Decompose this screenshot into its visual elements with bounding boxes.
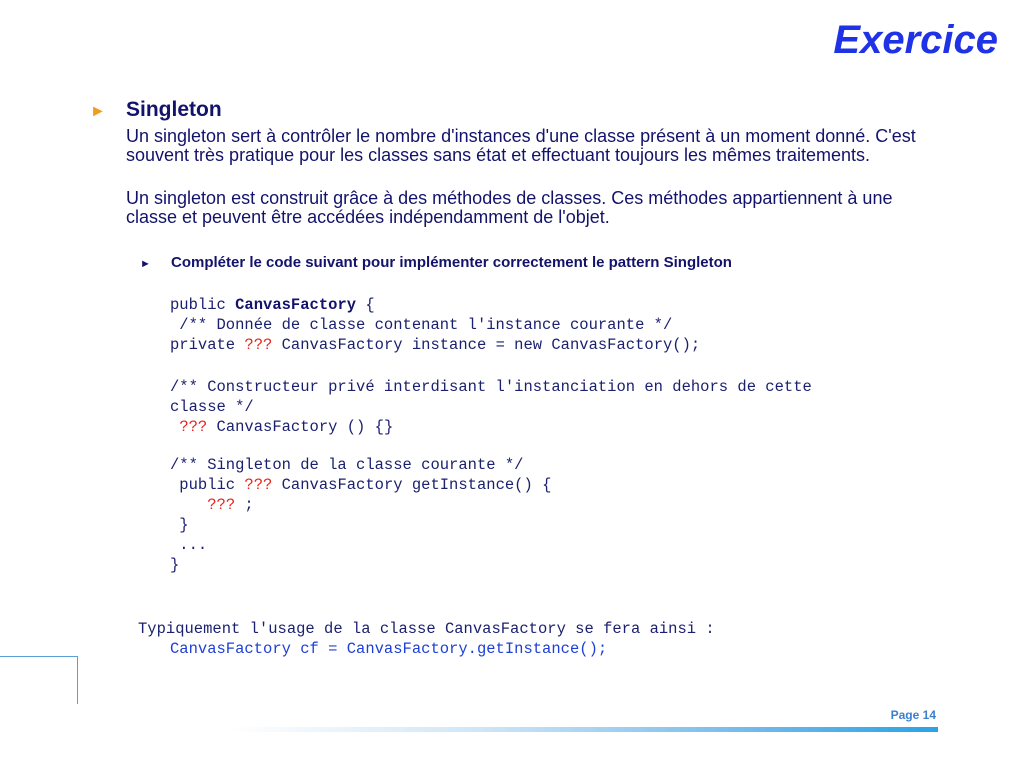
- code-block-3: [170, 455, 551, 575]
- page-number: Page 14: [890, 708, 936, 722]
- code-block-2: [170, 377, 812, 437]
- corner-decoration-horizontal: [0, 656, 78, 657]
- code-line-6-space: [170, 418, 179, 436]
- code-line-3-a: private: [170, 336, 245, 354]
- corner-decoration-vertical: [77, 656, 78, 704]
- code-line-10: }: [170, 516, 189, 534]
- code-line-12: }: [170, 556, 180, 574]
- code-line-8-b: CanvasFactory getInstance() {: [272, 476, 552, 494]
- paragraph-2: Un singleton est construit grâce à des méthodes de classes. Ces méthodes appartiennent à une classe et peuvent être accédées indépendamment de l'objet.: [126, 188, 893, 227]
- code-line-1-keyword: public: [170, 296, 236, 314]
- usage-code: CanvasFactory cf = CanvasFactory.getInstance();: [170, 640, 608, 658]
- footer-gradient-bar: [230, 727, 938, 732]
- code-line-1-class: CanvasFactory: [235, 296, 357, 314]
- code-line-9-space: [170, 496, 207, 514]
- code-line-5: classe */: [170, 398, 254, 416]
- code-placeholder: ???: [179, 418, 208, 436]
- code-placeholder: ???: [207, 496, 236, 514]
- code-line-3-b: CanvasFactory instance = new CanvasFactory();: [272, 336, 701, 354]
- code-placeholder: ???: [244, 336, 273, 354]
- section-heading: Singleton: [126, 98, 222, 121]
- code-line-4: /** Constructeur privé interdisant l'instanciation en dehors de cette: [170, 378, 812, 396]
- triangle-right-icon: ►: [90, 103, 106, 120]
- code-line-2: /** Donnée de classe contenant l'instance courante */: [170, 316, 673, 334]
- code-block-1: [170, 295, 700, 355]
- exercise-instruction: Compléter le code suivant pour implémenter correctement le pattern Singleton: [171, 254, 732, 271]
- code-line-7: /** Singleton de la classe courante */: [170, 456, 524, 474]
- paragraph-1: Un singleton sert à contrôler le nombre d'instances d'une classe présent à un moment donné. C'est souvent très pratique pour les classes sans état et effectuant toujours les mêmes traitements.: [126, 126, 916, 165]
- code-line-11: ...: [170, 536, 208, 554]
- code-line-1-brace: {: [356, 296, 375, 314]
- code-line-8-a: public: [170, 476, 245, 494]
- usage-intro: Typiquement l'usage de la classe CanvasFactory se fera ainsi :: [138, 620, 715, 638]
- code-line-6-b: CanvasFactory () {}: [207, 418, 394, 436]
- code-placeholder: ???: [244, 476, 273, 494]
- code-line-9-b: ;: [235, 496, 254, 514]
- slide-title: Exercice: [833, 18, 998, 62]
- triangle-right-icon: ►: [140, 258, 151, 270]
